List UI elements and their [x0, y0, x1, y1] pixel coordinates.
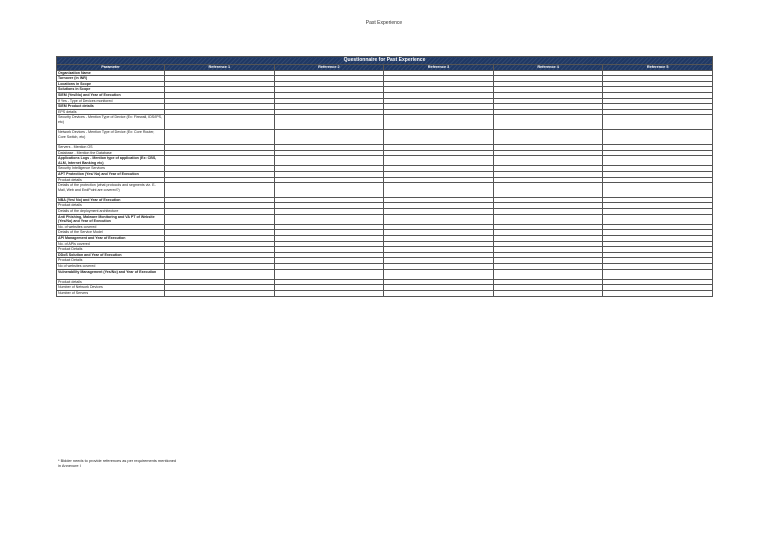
reference-3-cell[interactable] [384, 183, 494, 198]
parameter-cell: Database - Mention the Database [57, 150, 165, 156]
parameter-cell: Details of the deployment architecture [57, 209, 165, 215]
reference-2-cell[interactable] [274, 130, 384, 145]
reference-1-cell[interactable] [165, 183, 275, 198]
parameter-cell: DDoS Solution and Year of Execution [57, 252, 165, 258]
reference-2-cell[interactable] [274, 269, 384, 279]
parameter-cell: No. of websites covered [57, 224, 165, 230]
parameter-cell: Vulnerability Management (Yes/No) and Year of Execution [57, 269, 165, 279]
parameter-cell: Locations in Scope [57, 81, 165, 87]
footnote: * Bidder needs to provide references as per requirements mentioned in Annexure I [58, 458, 177, 468]
table-row [57, 290, 713, 296]
parameter-cell: Security Intelligence Services [57, 166, 165, 172]
table-row [57, 214, 713, 224]
parameter-cell: No. of APIs covered [57, 241, 165, 247]
parameter-cell: Solutions in Scope [57, 87, 165, 93]
reference-3-cell[interactable] [384, 115, 494, 130]
page-header: Past Experience [365, 20, 403, 26]
table-row [57, 183, 713, 198]
reference-5-cell[interactable] [603, 156, 713, 166]
parameter-cell: Product Details [57, 247, 165, 253]
reference-2-cell[interactable] [274, 183, 384, 198]
reference-2-cell[interactable] [274, 115, 384, 130]
parameter-cell: No of websites covered [57, 264, 165, 270]
table-row [57, 130, 713, 145]
column-header-reference-1: Reference 1 [165, 64, 275, 70]
parameter-cell: If Yes - Type of Devices monitored [57, 98, 165, 104]
parameter-cell: Security Devices - Mention Type of Device (Ex: Firewall, IDS/IPS, etc) [57, 115, 165, 130]
parameter-cell: APT Protection (Yes/ No) and Year of Execution [57, 171, 165, 177]
parameter-cell: Details of the protection (what protocols and segments viz. E-Mail, Web and EndPoint are covered?) [57, 183, 165, 198]
reference-1-cell[interactable] [165, 290, 275, 296]
reference-4-cell[interactable] [493, 130, 603, 145]
reference-3-cell[interactable] [384, 269, 494, 279]
parameter-cell: Servers - Mention OS [57, 144, 165, 150]
parameter-cell: API Management and Year of Execution [57, 236, 165, 242]
parameter-cell: Network Devices - Mention Type of Device (Ex: Core Router, Core Switch, etc) [57, 130, 165, 145]
parameter-cell: SIEM Product details [57, 104, 165, 110]
table-row [57, 156, 713, 166]
column-header-reference-3: Reference 3 [384, 64, 494, 70]
past-experience-table [56, 56, 713, 297]
reference-1-cell[interactable] [165, 115, 275, 130]
reference-4-cell[interactable] [493, 269, 603, 279]
reference-5-cell[interactable] [603, 130, 713, 145]
parameter-cell: Product details [57, 203, 165, 209]
reference-5-cell[interactable] [603, 290, 713, 296]
reference-3-cell[interactable] [384, 156, 494, 166]
table-body [57, 70, 713, 296]
reference-1-cell[interactable] [165, 156, 275, 166]
reference-1-cell[interactable] [165, 214, 275, 224]
table-row [57, 115, 713, 130]
reference-4-cell[interactable] [493, 214, 603, 224]
reference-4-cell[interactable] [493, 183, 603, 198]
parameter-cell: Turnover (in INR) [57, 76, 165, 82]
parameter-cell: Applications Logs - Mention type of application (Ex: CBS, ALM, Internet Banking etc) [57, 156, 165, 166]
parameter-cell: Product details [57, 279, 165, 285]
parameter-cell: SIEM (Yes/No) and Year of Execution [57, 92, 165, 98]
table-title: Questionnaire for Past Experience [57, 57, 713, 65]
reference-2-cell[interactable] [274, 214, 384, 224]
reference-5-cell[interactable] [603, 269, 713, 279]
parameter-cell: EPS details [57, 109, 165, 115]
parameter-cell: Product details [57, 177, 165, 183]
parameter-cell: Anti Phishing, Malware Monitoring and VA PT of Website (Yes/No) and Year of Execution [57, 214, 165, 224]
parameter-cell: Number of Network Devices [57, 285, 165, 291]
reference-4-cell[interactable] [493, 115, 603, 130]
reference-5-cell[interactable] [603, 214, 713, 224]
reference-5-cell[interactable] [603, 183, 713, 198]
reference-2-cell[interactable] [274, 156, 384, 166]
reference-1-cell[interactable] [165, 130, 275, 145]
parameter-cell: NBA (Yes/ No) and Year of Execution [57, 197, 165, 203]
reference-2-cell[interactable] [274, 290, 384, 296]
reference-4-cell[interactable] [493, 290, 603, 296]
reference-4-cell[interactable] [493, 156, 603, 166]
table-title-row [57, 57, 713, 65]
column-header-reference-5: Reference 5 [603, 64, 713, 70]
reference-3-cell[interactable] [384, 130, 494, 145]
table-row [57, 269, 713, 279]
reference-5-cell[interactable] [603, 115, 713, 130]
reference-3-cell[interactable] [384, 214, 494, 224]
parameter-cell: Details of the Service Model [57, 230, 165, 236]
parameter-cell: Organization Name [57, 70, 165, 76]
column-header-reference-4: Reference 4 [493, 64, 603, 70]
parameter-cell: Number of Servers [57, 290, 165, 296]
column-header-reference-2: Reference 2 [274, 64, 384, 70]
reference-1-cell[interactable] [165, 269, 275, 279]
column-header-parameter: Parameter [57, 64, 165, 70]
parameter-cell: Product Details [57, 258, 165, 264]
reference-3-cell[interactable] [384, 290, 494, 296]
